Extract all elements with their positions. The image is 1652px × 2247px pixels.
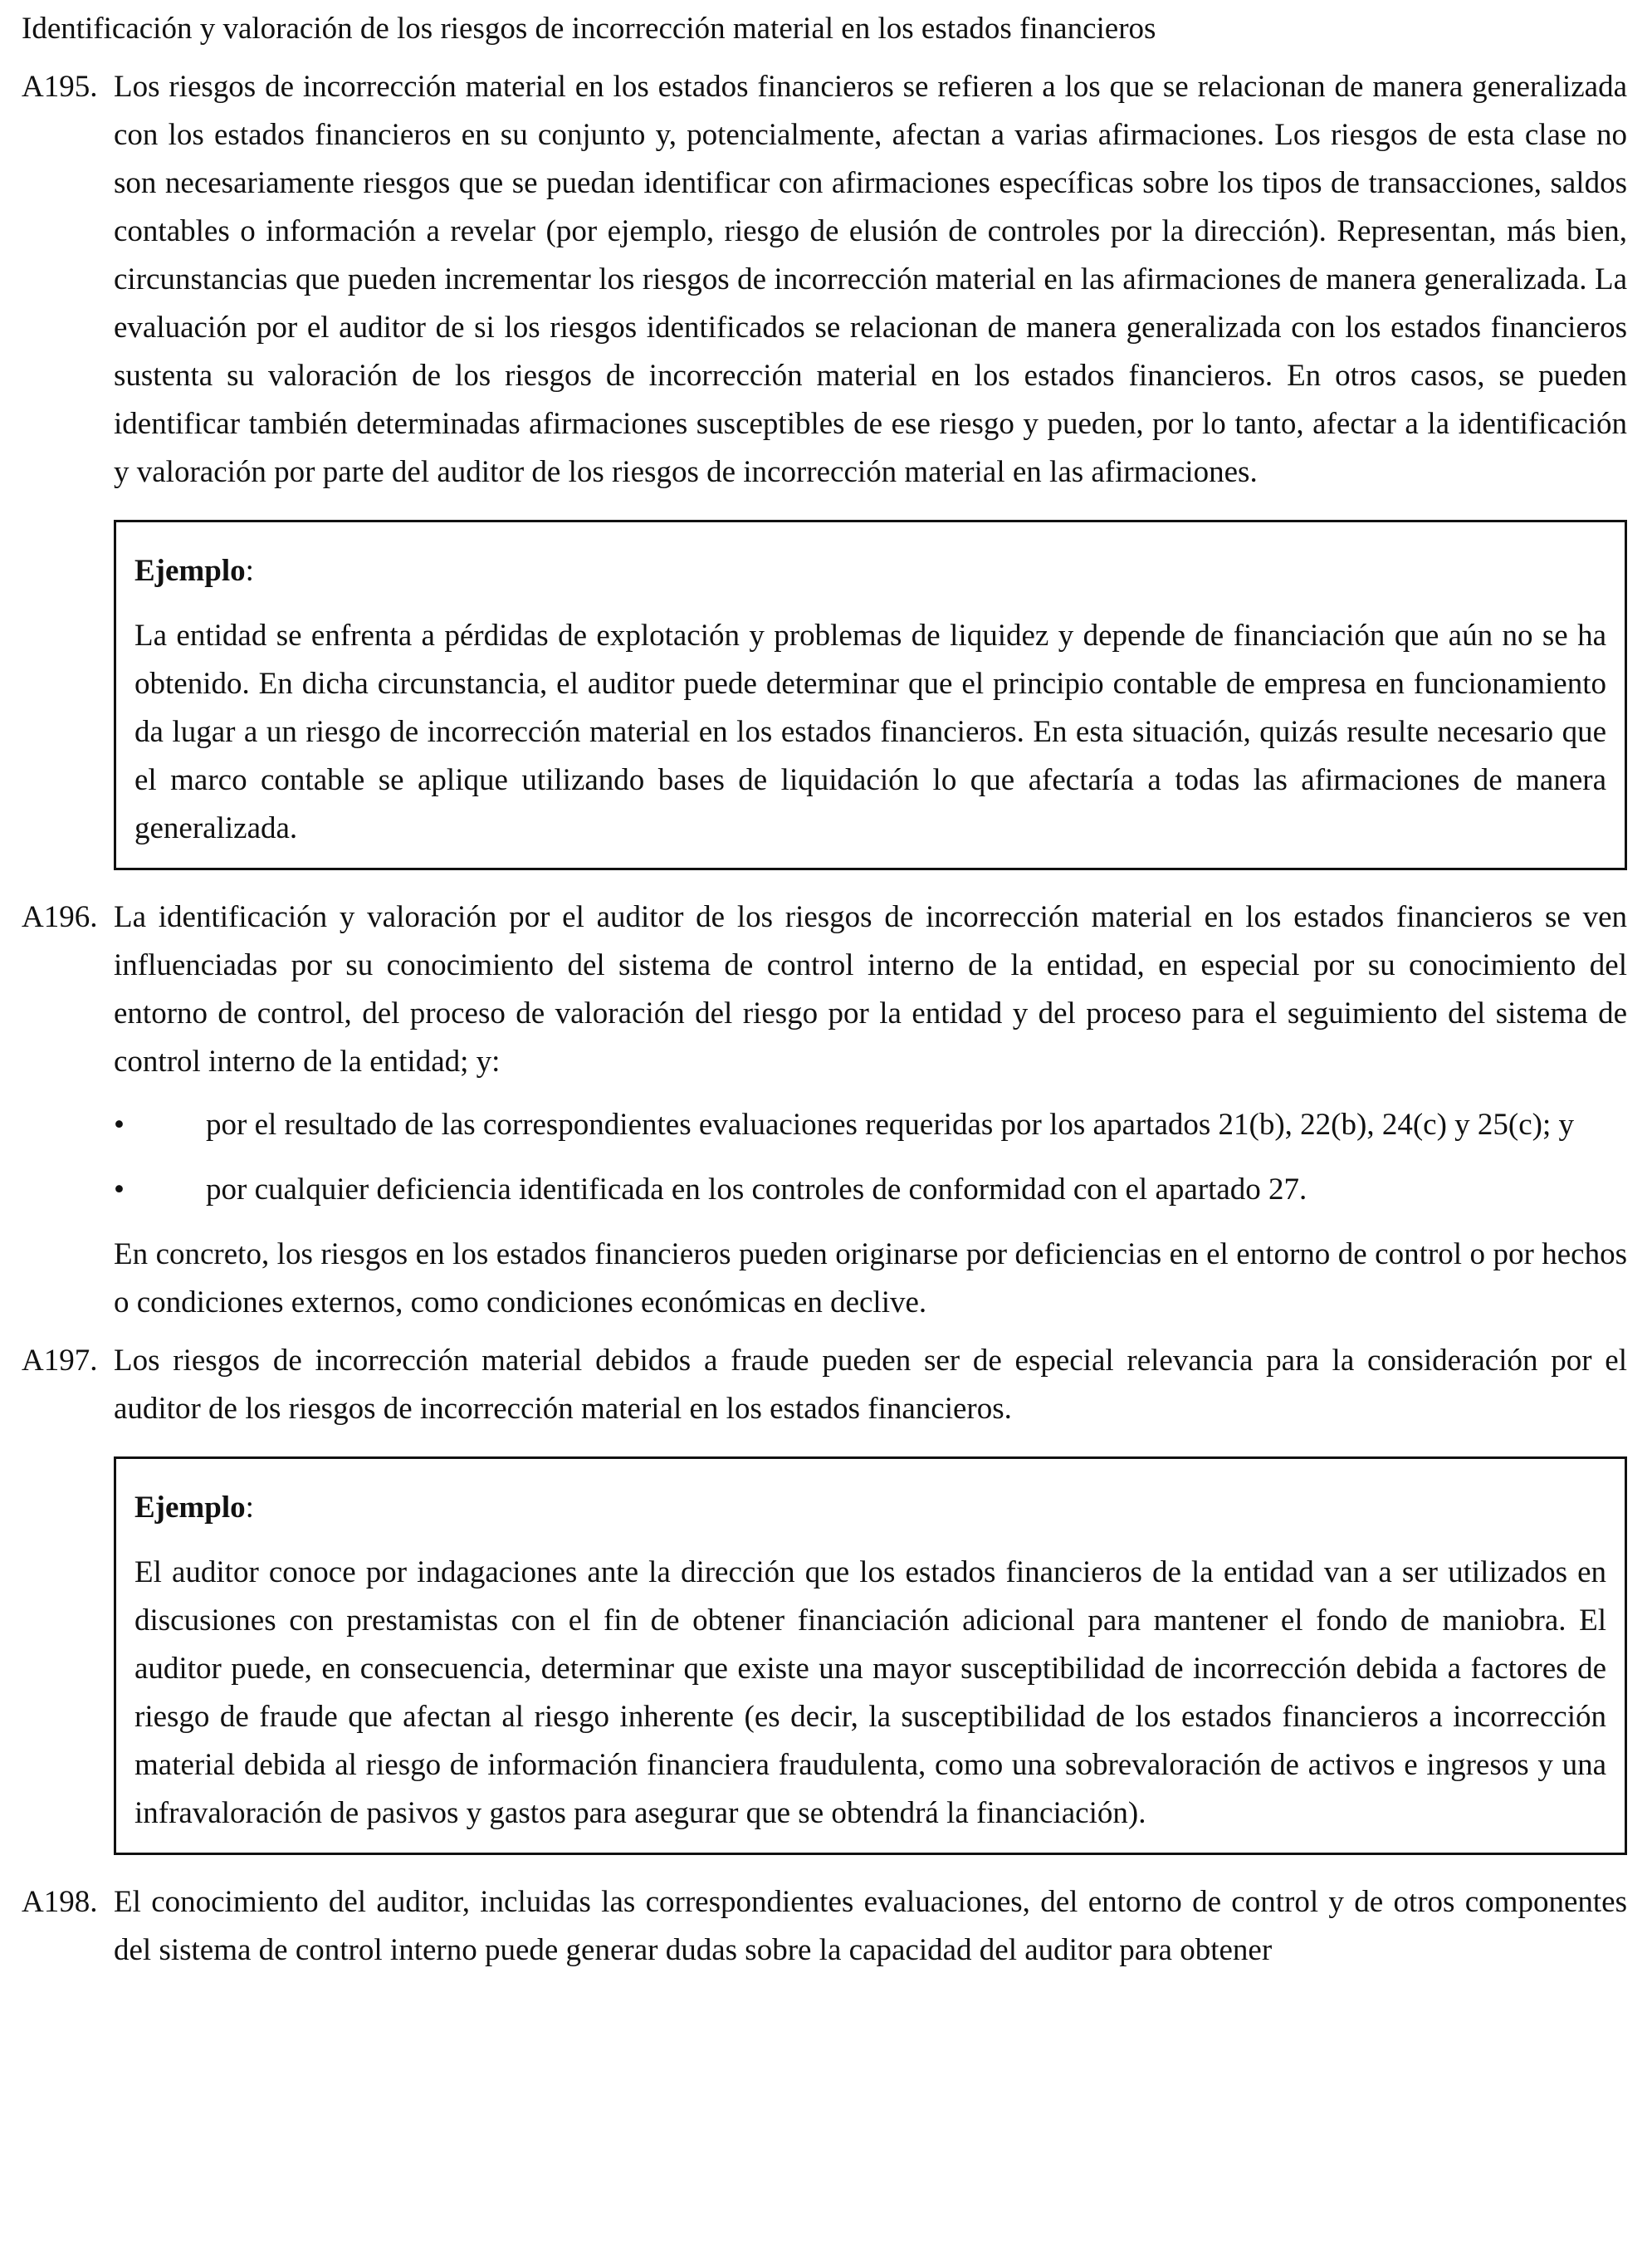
paragraph-text-a198: El conocimiento del auditor, incluidas las correspondientes evaluaciones, del entorno de control y de otros componentes del sistema de control interno puede generar dudas sobre la capacidad del auditor para obtener: [114, 1885, 1627, 1967]
example-title-a197: [134, 1484, 1606, 1532]
section-heading: Identificación y valoración de los riesgos de incorrección material en los estados financieros: [22, 12, 1156, 46]
paragraph-text-a196: La identificación y valoración por el auditor de los riesgos de incorrección material en los estados financieros se ven influenciadas por su conocimiento del sistema de control interno de la entidad, en especial por su conocimiento del entorno de control, del proceso de valoración del riesgo por la entidad y del proceso para el seguimiento del sistema de control interno de la entidad; y:: [114, 900, 1627, 1079]
paragraph-text-a197: Los riesgos de incorrección material debidos a fraude pueden ser de especial relevancia para la consideración por el auditor de los riesgos de incorrección material en los estados financieros.: [114, 1344, 1627, 1426]
document-page: [22, 5, 1627, 1985]
bullet-text: por cualquier deficiencia identificada en los controles de conformidad con el apartado 27.: [206, 1172, 1307, 1207]
list-item: [114, 1166, 1627, 1214]
paragraph-continuation-a196: En concreto, los riesgos en los estados financieros pueden originarse por deficiencias en el entorno de control o por hechos o condiciones externos, como condiciones económicas en declive.: [114, 1237, 1627, 1319]
paragraph-a198: [22, 1878, 1627, 1975]
paragraph-text-a195: Los riesgos de incorrección material en los estados financieros se refieren a los que se relacionan de manera generalizada con los estados financieros en su conjunto y, potencialmente, afectan a varias afirmaciones. Los riesgos de esta clase no son necesariamente riesgos que se puedan identificar con afirmaciones específicas sobre los tipos de transacciones, saldos contables o información a revelar (por ejemplo, riesgo de elusión de controles por la dirección). Representan, más bien, circunstancias que pueden incrementar los riesgos de incorrección material en las afirmaciones de manera generalizada. La evaluación por el auditor de si los riesgos identificados se relacionan de manera generalizada con los estados financieros sustenta su valoración de los riesgos de incorrección material en los estados financieros. En otros casos, se pueden identificar también determinadas afirmaciones susceptibles de ese riesgo y pueden, por lo tanto, afectar a la identificación y valoración por parte del auditor de los riesgos de incorrección material en las afirmaciones.: [114, 70, 1627, 489]
bullet-mark: •: [114, 1108, 125, 1142]
bullet-text: por el resultado de las correspondientes evaluaciones requeridas por los apartados 21(b), 22(b), 24(c) y 25(c); y: [206, 1108, 1574, 1142]
example-label-a195: Ejemplo: [134, 554, 246, 588]
example-colon-a197: :: [245, 1491, 254, 1525]
paragraph-number-a197: A197.: [22, 1344, 98, 1378]
example-title-a195: [134, 547, 1606, 595]
paragraph-a197: [22, 1337, 1627, 1433]
paragraph-a196: [22, 893, 1627, 1086]
bullet-list-a196: [114, 1101, 1627, 1214]
paragraph-number-a195: A195.: [22, 70, 98, 104]
bullet-mark: •: [114, 1172, 125, 1207]
example-text-a197: El auditor conoce por indagaciones ante la dirección que los estados financieros de la entidad van a ser utilizados en discusiones con prestamistas con el fin de obtener financiación adicional para mantener el fondo de maniobra. El auditor puede, en consecuencia, determinar que existe una mayor susceptibilidad de incorrección debida a factores de riesgo de fraude que afectan al riesgo inherente (es decir, la susceptibilidad de los estados financieros a incorrección material debida al riesgo de información financiera fraudulenta, como una sobrevaloración de activos e ingresos y una infravaloración de pasivos y gastos para asegurar que se obtendrá la financiación).: [134, 1555, 1606, 1830]
example-colon-a195: :: [245, 554, 254, 588]
paragraph-number-a196: A196.: [22, 900, 98, 934]
example-text-a195: La entidad se enfrenta a pérdidas de explotación y problemas de liquidez y depende de financiación que aún no se ha obtenido. En dicha circunstancia, el auditor puede determinar que el principio contable de empresa en funcionamiento da lugar a un riesgo de incorrección material en los estados financieros. En esta situación, quizás resulte necesario que el marco contable se aplique utilizando bases de liquidación lo que afectaría a todas las afirmaciones de manera generalizada.: [134, 619, 1606, 845]
example-box-a197: [114, 1456, 1627, 1855]
list-item: [114, 1101, 1627, 1149]
example-label-a197: Ejemplo: [134, 1491, 246, 1525]
example-box-a195: [114, 520, 1627, 870]
paragraph-a195: [22, 63, 1627, 497]
paragraph-number-a198: A198.: [22, 1885, 98, 1919]
